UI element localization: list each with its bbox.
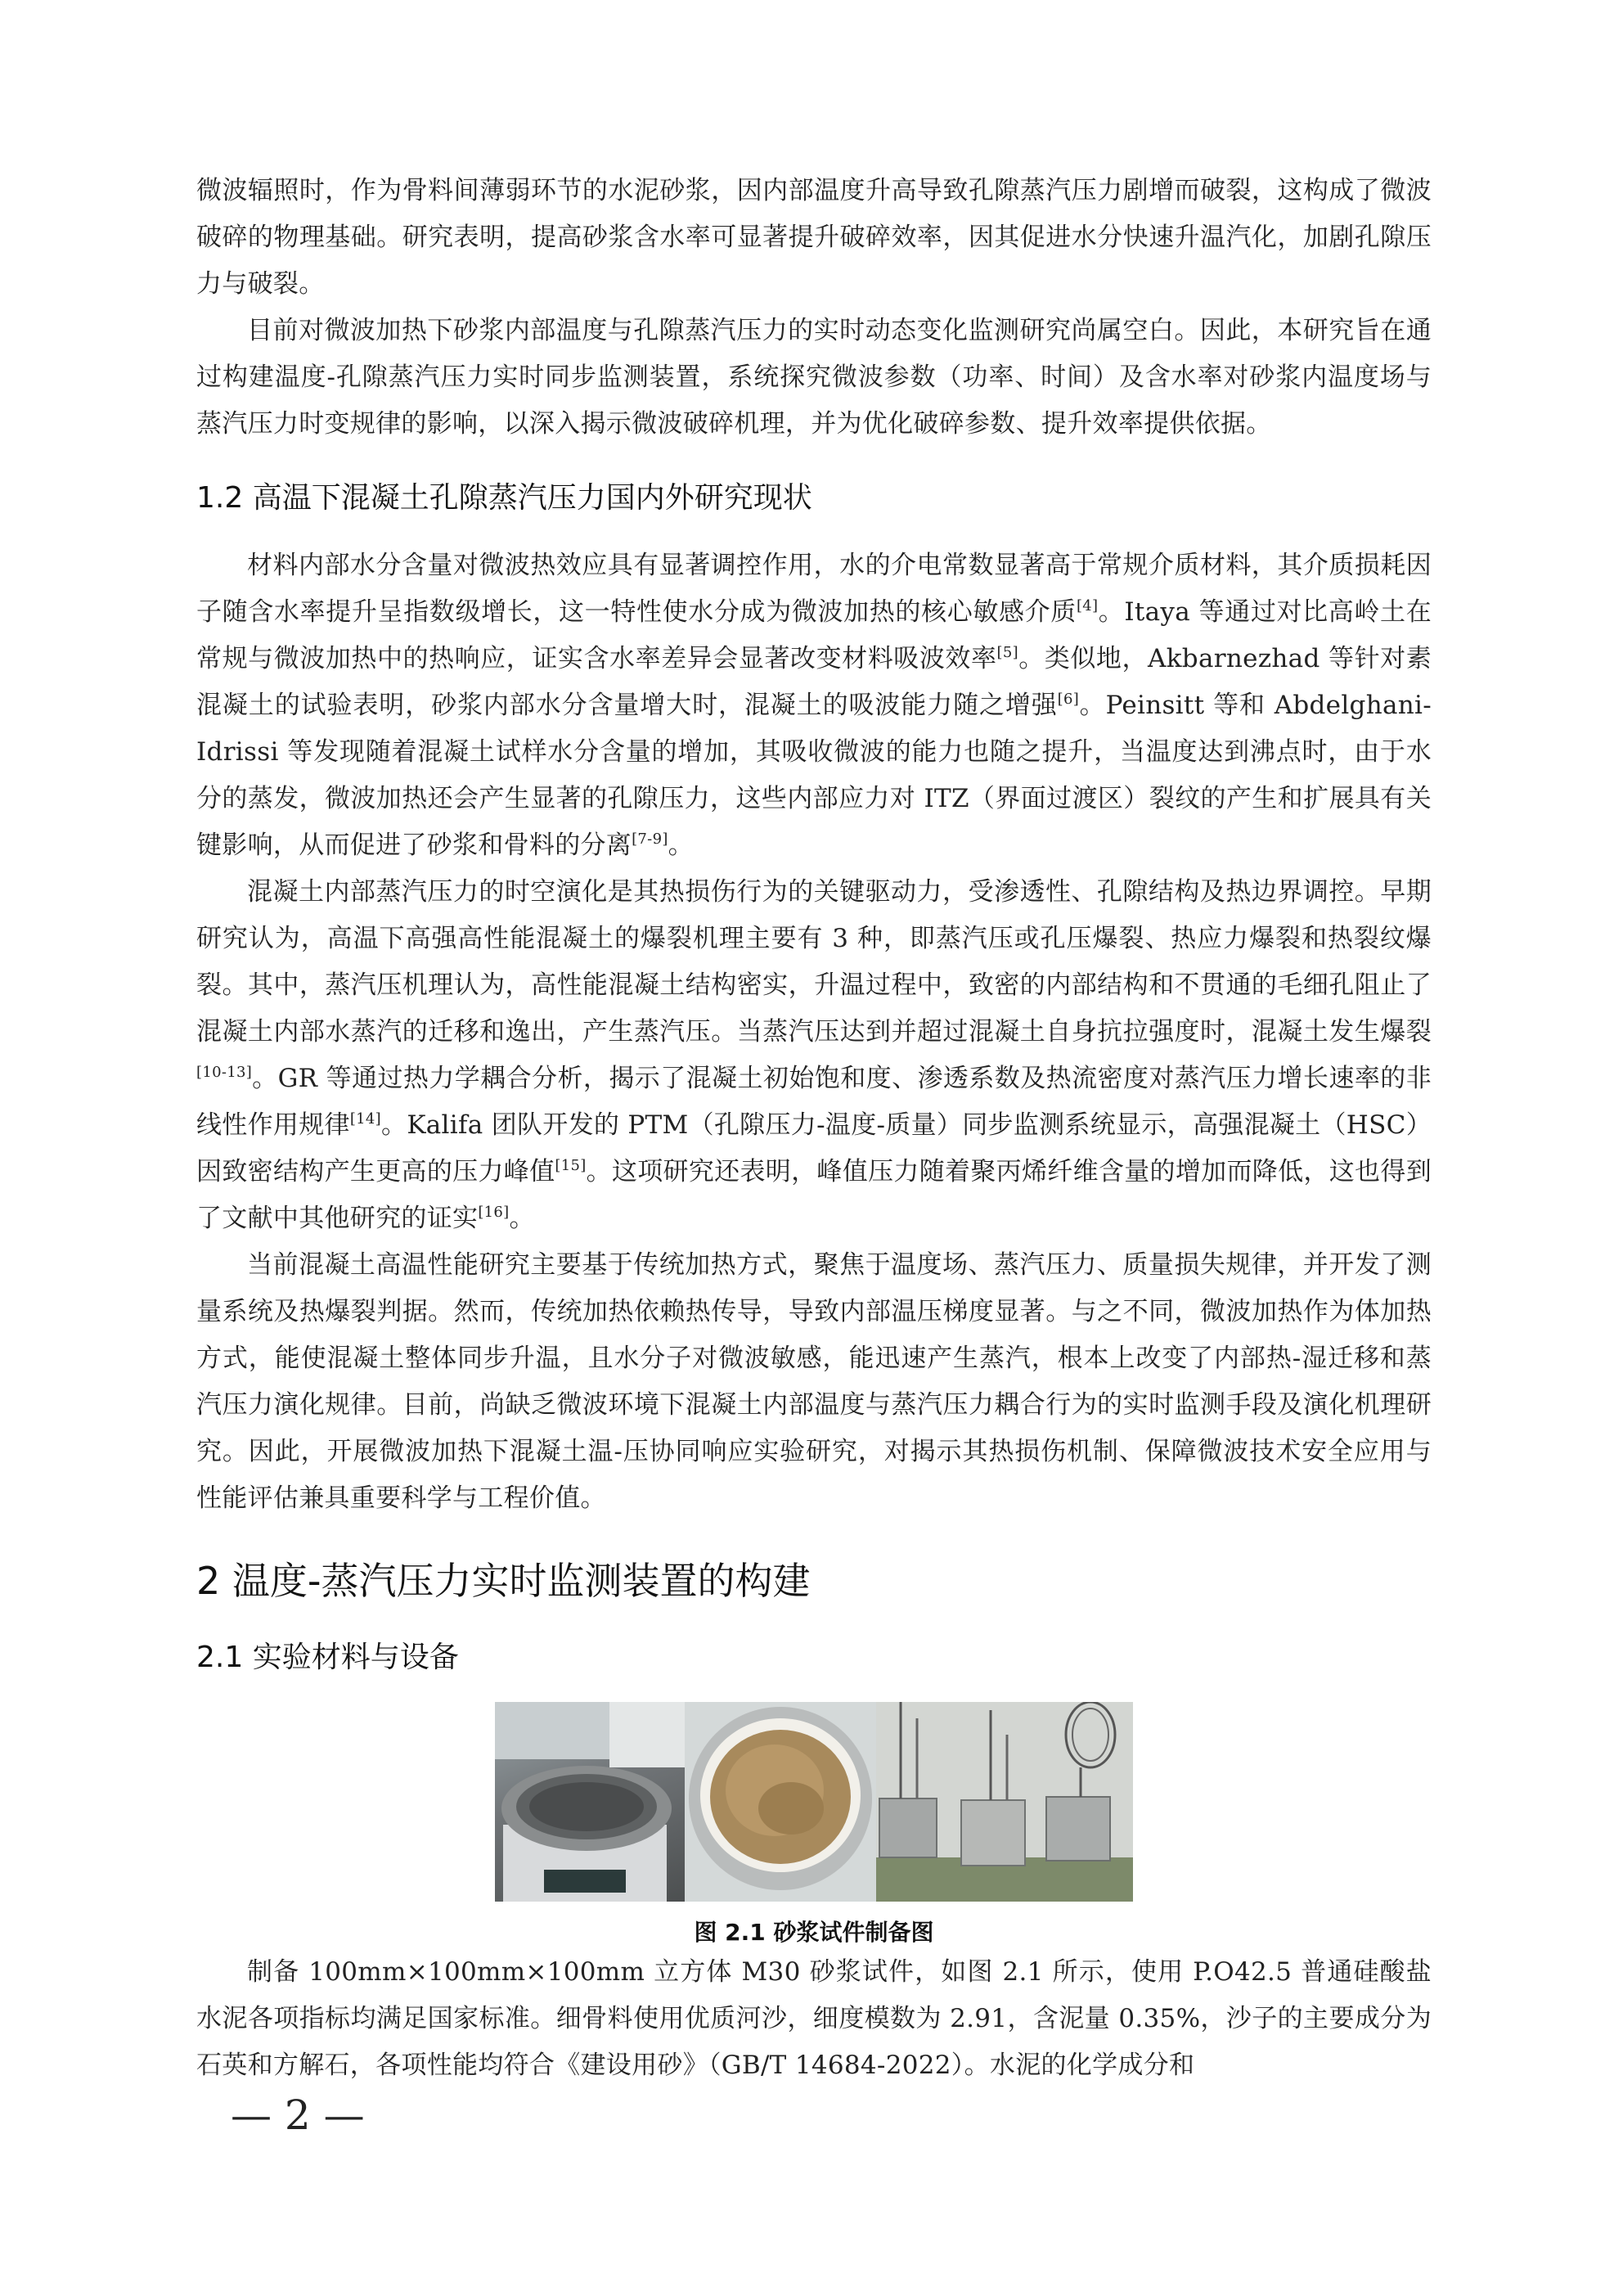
- figure-caption: 图 2.1 砂浆试件制备图: [694, 1919, 934, 1946]
- figure-photos: [495, 1702, 1133, 1902]
- text-run: 。类似地，Akbarnezhad 等针对素混凝土的试验表明，砂浆内部水分含量增大时，混凝土的吸波能力随之增强: [196, 644, 1432, 720]
- sand-container-illustration: [685, 1702, 876, 1902]
- photo-steel-molds: [876, 1702, 1133, 1902]
- page-number: — 2 —: [231, 2091, 365, 2139]
- citation-ref: [15]: [555, 1157, 587, 1174]
- intro-paragraph-2: 目前对微波加热下砂浆内部温度与孔隙蒸汽压力的实时动态变化监测研究尚属空白。因此，本研究旨在通过构建温度-孔隙蒸汽压力实时同步监测装置，系统探究微波参数（功率、时间）及含水率对砂浆内温度场与蒸汽压力时变规律的影响，以深入揭示微波破碎机理，并为优化破碎参数、提升效率提供依据。: [196, 316, 1432, 439]
- photo-scale-tray: [495, 1702, 685, 1902]
- section-1-2-paragraph-2: [196, 869, 1432, 1242]
- text-run: 。: [668, 831, 694, 860]
- citation-ref: [7-9]: [632, 831, 668, 848]
- section-1-2-paragraph-1: [196, 542, 1432, 869]
- text-run: 。: [509, 1204, 535, 1233]
- intro-paragraph-1: 微波辐照时，作为骨料间薄弱环节的水泥砂浆，因内部温度升高导致孔隙蒸汽压力剧增而破裂，这构成了微波破碎的物理基础。研究表明，提高砂浆含水率可显著提升破碎效率，因其促进水分快速升温汽化，加剧孔隙压力与破裂。: [196, 176, 1432, 299]
- text-run: 。Itaya 等通过对比高岭土在常规与微波加热中的热响应，证实含水率差异会显著改变材料吸波效率: [196, 597, 1432, 673]
- citation-ref: [6]: [1057, 691, 1080, 708]
- steel-molds-illustration: [876, 1702, 1133, 1902]
- photo-sand-container: [685, 1702, 876, 1902]
- text-run: 。GR 等通过热力学耦合分析，揭示了混凝土初始饱和度、渗透系数及热流密度对蒸汽压力增长速率的非线性作用规律: [196, 1064, 1432, 1140]
- citation-ref: [5]: [996, 644, 1018, 661]
- citation-ref: [14]: [349, 1110, 381, 1128]
- text-run: 。这项研究还表明，峰值压力随着聚丙烯纤维含量的增加而降低，这也得到了文献中其他研究的证实: [196, 1157, 1432, 1233]
- scale-tray-illustration: [495, 1702, 685, 1902]
- section-1-2-heading: 1.2 高温下混凝土孔隙蒸汽压力国内外研究现状: [196, 481, 812, 515]
- figure-2-1: [196, 1702, 1432, 1949]
- section-1-2-paragraph-3: 当前混凝土高温性能研究主要基于传统加热方式，聚焦于温度场、蒸汽压力、质量损失规律，并开发了测量系统及热爆裂判据。然而，传统加热依赖热传导，导致内部温压梯度显著。与之不同，微波加热作为体加热方式，能使混凝土整体同步升温，且水分子对微波敏感，能迅速产生蒸汽，根本上改变了内部热-湿迁移和蒸汽压力演化规律。目前，尚缺乏微波环境下混凝土内部温度与蒸汽压力耦合行为的实时监测手段及演化机理研究。因此，开展微波加热下混凝土温-压协同响应实验研究，对揭示其热损伤机制、保障微波技术安全应用与性能评估兼具重要科学与工程价值。: [196, 1250, 1432, 1513]
- citation-ref: [16]: [478, 1204, 510, 1221]
- citation-ref: [10-13]: [196, 1064, 253, 1081]
- section-2-1-heading: 2.1 实验材料与设备: [196, 1641, 459, 1674]
- section-2-heading: 2 温度-蒸汽压力实时监测装置的构建: [196, 1559, 811, 1603]
- page-content: [196, 168, 1432, 2089]
- citation-ref: [4]: [1076, 597, 1099, 615]
- text-run: 混凝土内部蒸汽压力的时空演化是其热损伤行为的关键驱动力，受渗透性、孔隙结构及热边界调控。早期研究认为，高温下高强高性能混凝土的爆裂机理主要有 3 种，即蒸汽压或孔压爆裂、热应力爆裂和热裂纹爆裂。其中，蒸汽压机理认为，高性能混凝土结构密实，升温过程中，致密的内部结构和不贯通的毛细孔阻止了混凝土内部水蒸汽的迁移和逸出，产生蒸汽压。当蒸汽压达到并超过混凝土自身抗拉强度时，混凝土发生爆裂: [196, 877, 1432, 1047]
- text-run: 。Kalifa 团队开发的 PTM（孔隙压力-温度-质量）同步监测系统显示，高强混凝土（HSC）因致密结构产生更高的压力峰值: [196, 1110, 1432, 1186]
- text-run: 材料内部水分含量对微波热效应具有显著调控作用，水的介电常数显著高于常规介质材料，其介质损耗因子随含水率提升呈指数级增长，这一特性使水分成为微波加热的核心敏感介质: [196, 551, 1432, 627]
- section-2-1-paragraph-1: 制备 100mm×100mm×100mm 立方体 M30 砂浆试件，如图 2.1 所示，使用 P.O42.5 普通硅酸盐水泥各项指标均满足国家标准。细骨料使用优质河沙，细度模数为 2.91，含泥量 0.35%，沙子的主要成分为石英和方解石，各项性能均符合《建设用砂》（GB/T 14684-2022）。水泥的化学成分和: [196, 1957, 1432, 2080]
- text-run: 。Peinsitt 等和 Abdelghani-Idrissi 等发现随着混凝土试样水分含量的增加，其吸收微波的能力也随之提升，当温度达到沸点时，由于水分的蒸发，微波加热还会产生显著的孔隙压力，这些内部应力对 ITZ（界面过渡区）裂纹的产生和扩展具有关键影响，从而促进了砂浆和骨料的分离: [196, 691, 1432, 860]
